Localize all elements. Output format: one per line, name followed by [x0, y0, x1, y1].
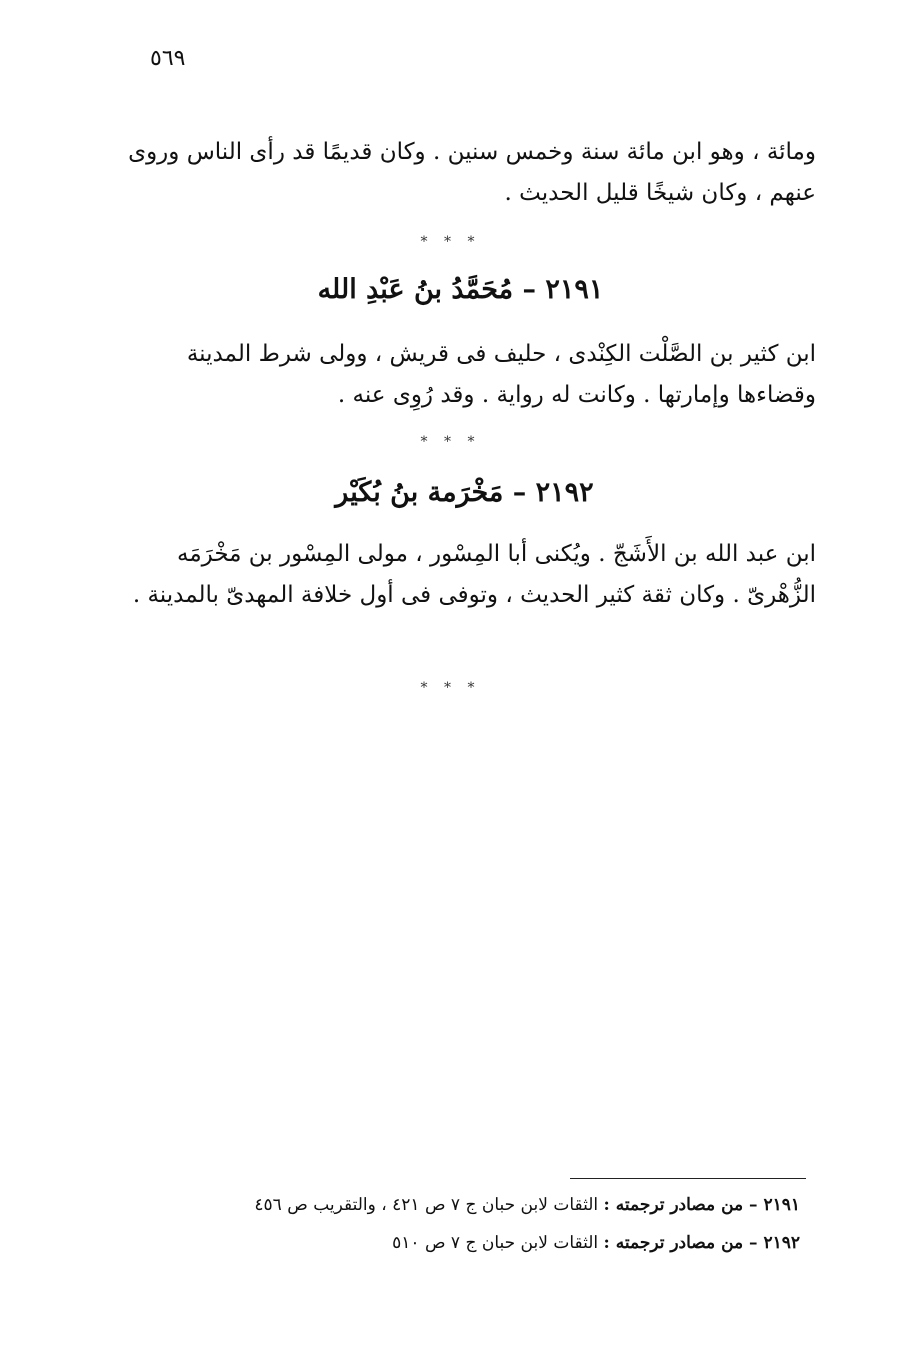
footnote-text: الثقات لابن حبان ج ٧ ص ٤٢١ ، والتقريب ص ٤٥٦	[254, 1195, 599, 1215]
section-separator: * * *	[420, 434, 481, 450]
entry-paragraph-2191	[120, 334, 816, 416]
entry-2191-line-2: وقضاءها وإمارتها . وكانت له رواية . وقد رُوِى عنه .	[337, 382, 816, 408]
entry-2192-line-1: ابن عبد الله بن الأَشَجّ . ويُكنى أبا المِسْور ، مولى المِسْور بن مَخْرَمَه	[176, 541, 816, 567]
entry-heading-2192: ٢١٩٢ – مَخْرَمة بنُ بُكَيْر	[335, 477, 594, 508]
intro-line-2: عنهم ، وكان شيخًا قليل الحديث .	[504, 180, 816, 206]
footnote-text: الثقات لابن حبان ج ٧ ص ٥١٠	[392, 1233, 599, 1253]
footnotes	[120, 1186, 800, 1262]
page-number: ٥٦٩	[150, 46, 186, 71]
footnote-2192	[120, 1224, 800, 1262]
section-separator: * * *	[420, 680, 481, 696]
footnote-2191	[120, 1186, 800, 1224]
section-separator: * * *	[420, 234, 481, 250]
entry-2192-line-2: الزُّهْرىّ . وكان ثقة كثير الحديث ، وتوفى فى أول خلافة المهدىّ بالمدينة .	[132, 582, 816, 608]
footnote-divider	[570, 1178, 806, 1179]
intro-paragraph	[120, 132, 816, 214]
footnote-label: ٢١٩١ – من مصادر ترجمته :	[603, 1195, 800, 1215]
entry-2191-line-1: ابن كثير بن الصَّلْت الكِنْدى ، حليف فى قريش ، وولى شرط المدينة	[186, 341, 816, 367]
footnote-label: ٢١٩٢ – من مصادر ترجمته :	[603, 1233, 800, 1253]
entry-paragraph-2192	[120, 534, 816, 616]
entry-heading-2191: ٢١٩١ – مُحَمَّدُ بنُ عَبْدِ الله	[317, 274, 604, 305]
intro-line-1: ومائة ، وهو ابن مائة سنة وخمس سنين . وكان قديمًا قد رأى الناس وروى	[128, 139, 816, 165]
